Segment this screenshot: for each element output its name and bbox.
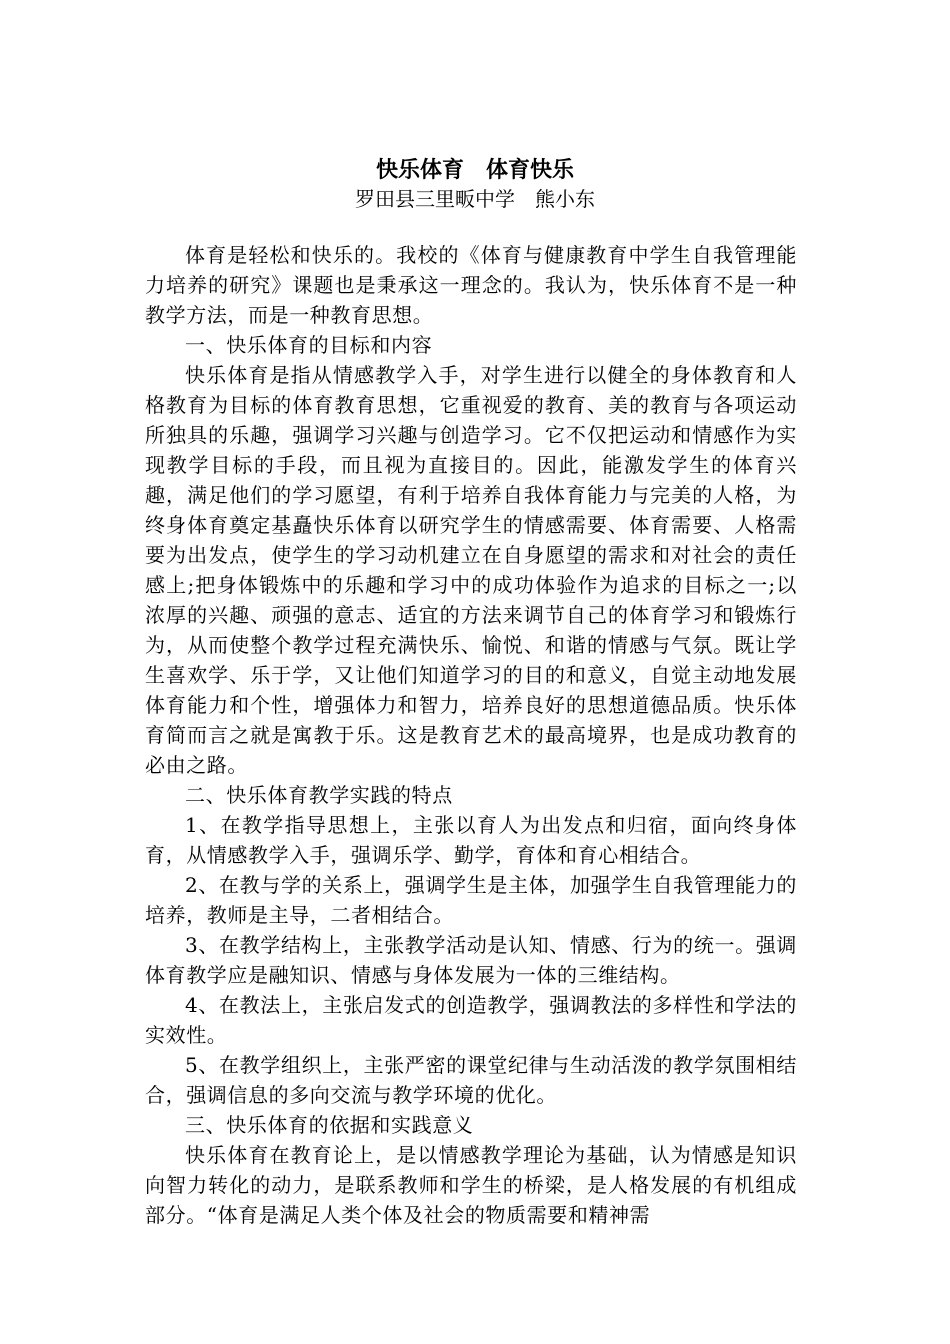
section-1-paragraph: 快乐体育是指从情感教学入手，对学生进行以健全的身体教育和人格教育为目标的体育教育思想，它重视爱的教育、美的教育与各项运动所独具的乐趣，强调学习兴趣与创造学习。它不仅把运动和情感作为实现教学目标的手段，而且视为直接目的。因此，能激发学生的体育兴趣，满足他们的学习愿望，有利于培养自我体育能力与完美的人格，为终身体育奠定基矗快乐体育以研究学生的情感需要、体育需要、人格需要为出发点，使学生的学习动机建立在自身愿望的需求和对社会的责任感上;把身体锻炼中的乐趣和学习中的成功体验作为追求的目标之一;以浓厚的兴趣、顽强的意志、适宜的方法来调节自己的体育学习和锻炼行为，从而使整个教学过程充满快乐、愉悦、和谐的情感与气氛。既让学生喜欢学、乐于学，又让他们知道学习的目的和意义，自觉主动地发展体育能力和个性，增强体力和智力，培养良好的思想道德品质。快乐体育简而言之就是寓教于乐。这是教育艺术的最高境界，也是成功教育的必由之路。 [145,363,797,777]
section-3-paragraph: 快乐体育在教育论上，是以情感教学理论为基础，认为情感是知识向智力转化的动力，是联系教师和学生的桥梁，是人格发展的有机组成部分。“体育是满足人类个体及社会的物质需要和精神需 [145,1143,797,1227]
list-item-4: 4、在教法上，主张启发式的创造教学，强调教法的多样性和学法的实效性。 [145,993,797,1047]
section-heading-1: 一、快乐体育的目标和内容 [185,333,433,357]
document-title: 快乐体育 体育快乐 [375,157,574,183]
document-author: 罗田县三里畈中学 熊小东 [355,187,595,211]
list-item-5: 5、在教学组织上，主张严密的课堂纪律与生动活泼的教学氛围相结合，强调信息的多向交流与教学环境的优化。 [145,1053,797,1107]
document-body [145,240,797,1230]
list-item-3: 3、在教学结构上，主张教学活动是认知、情感、行为的统一。强调体育教学应是融知识、情感与身体发展为一体的三维结构。 [145,933,797,987]
section-heading-3: 三、快乐体育的依据和实践意义 [185,1113,474,1137]
intro-paragraph: 体育是轻松和快乐的。我校的《体育与健康教育中学生自我管理能力培养的研究》课题也是秉承这一理念的。我认为，快乐体育不是一种教学方法，而是一种教育思想。 [145,243,797,327]
list-item-2: 2、在教与学的关系上，强调学生是主体，加强学生自我管理能力的培养，教师是主导，二者相结合。 [145,873,797,927]
section-heading-2: 二、快乐体育教学实践的特点 [185,783,453,807]
list-item-1: 1、在教学指导思想上，主张以育人为出发点和归宿，面向终身体育，从情感教学入手，强调乐学、勤学，育体和育心相结合。 [145,813,797,867]
